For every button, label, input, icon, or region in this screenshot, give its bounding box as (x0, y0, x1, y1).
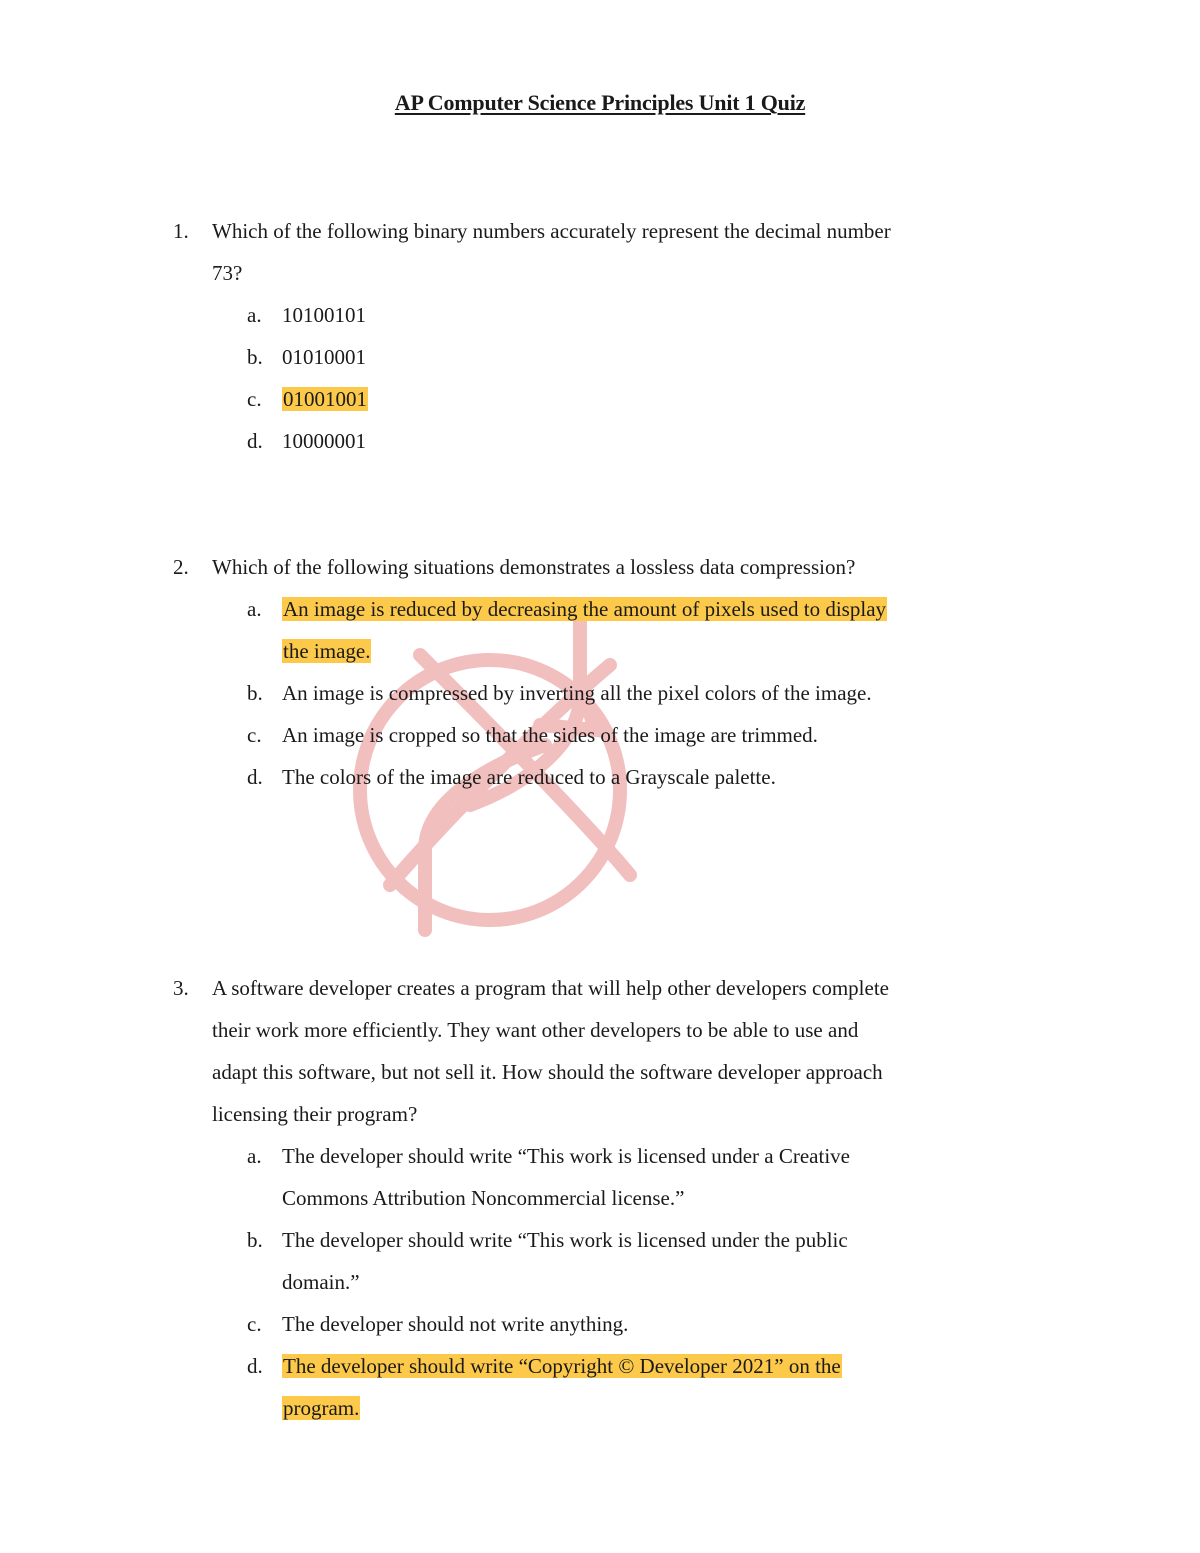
question-number: 1. (173, 219, 189, 243)
page-title: AP Computer Science Principles Unit 1 Quiz (394, 90, 806, 115)
option-letter: a. (247, 303, 262, 327)
option-letter: d. (247, 765, 263, 789)
question-1 (173, 210, 893, 462)
option-text: 01010001 (282, 345, 366, 369)
option-letter: a. (247, 1144, 262, 1168)
answer-option-b (247, 336, 893, 378)
answer-option-a (247, 1135, 893, 1219)
question-text: Which of the following binary numbers accurately represent the decimal number 73? (212, 219, 891, 285)
option-letter: b. (247, 345, 263, 369)
question-text: A software developer creates a program that will help other developers complete their work more efficiently. They want other developers to be able to use and adapt this software, but not sell it. How should the software developer approach licensing their program? (212, 976, 889, 1126)
option-text: The developer should write “This work is licensed under the public domain.” (282, 1228, 848, 1294)
answer-option-a (247, 294, 893, 336)
question-number: 2. (173, 555, 189, 579)
answer-option-b (247, 672, 893, 714)
answer-option-b (247, 1219, 893, 1303)
question-number: 3. (173, 976, 189, 1000)
answer-option-d (247, 420, 893, 462)
option-letter: b. (247, 681, 263, 705)
answer-option-a (247, 588, 893, 672)
option-letter: d. (247, 1354, 263, 1378)
question-3 (173, 967, 893, 1429)
option-text: An image is cropped so that the sides of the image are trimmed. (282, 723, 818, 747)
option-text-highlighted: The developer should write “Copyright © Developer 2021” on the program. (283, 1354, 841, 1420)
option-text: The developer should not write anything. (282, 1312, 629, 1336)
option-letter: c. (247, 723, 262, 747)
option-letter: a. (247, 597, 262, 621)
option-text: An image is compressed by inverting all the pixel colors of the image. (282, 681, 872, 705)
answer-options (247, 588, 893, 798)
option-text-highlighted: An image is reduced by decreasing the amount of pixels used to display the image. (283, 597, 887, 663)
option-letter: d. (247, 429, 263, 453)
option-letter: c. (247, 387, 262, 411)
option-text: The colors of the image are reduced to a Grayscale palette. (282, 765, 776, 789)
option-text: The developer should write “This work is licensed under a Creative Commons Attribution Noncommercial license.” (282, 1144, 850, 1210)
answer-option-c (247, 714, 893, 756)
answer-option-d (247, 1345, 893, 1429)
option-letter: b. (247, 1228, 263, 1252)
option-text: 10100101 (282, 303, 366, 327)
answer-option-d (247, 756, 893, 798)
question-text: Which of the following situations demonstrates a lossless data compression? (212, 555, 856, 579)
answer-options (247, 294, 893, 462)
answer-option-c (247, 1303, 893, 1345)
answer-option-c (247, 378, 893, 420)
option-text-highlighted: 01001001 (283, 387, 367, 411)
question-2 (173, 546, 893, 798)
option-text: 10000001 (282, 429, 366, 453)
option-letter: c. (247, 1312, 262, 1336)
answer-options (247, 1135, 893, 1429)
